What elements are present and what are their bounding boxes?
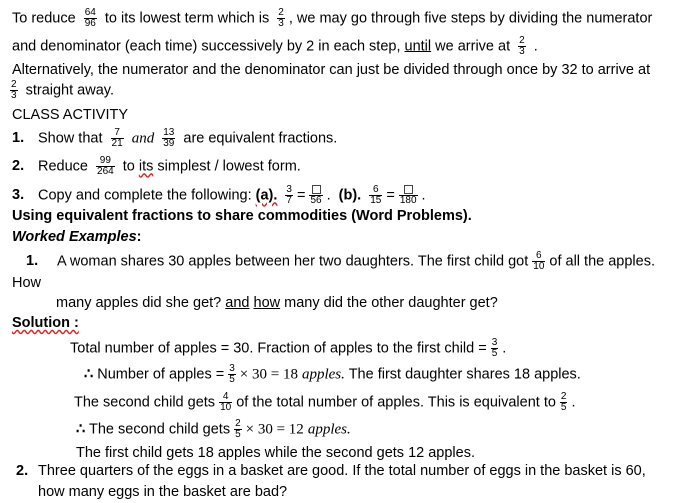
text: Total number of apples = 30. Fraction of apples to the first child = bbox=[70, 340, 487, 357]
text: straight away. bbox=[25, 82, 114, 99]
blank-box-icon bbox=[404, 185, 413, 194]
denominator: 10 bbox=[220, 402, 232, 413]
intro-line-2 bbox=[12, 36, 538, 57]
equals-sign: = bbox=[296, 187, 306, 204]
text: , we may go through five steps by dividing the numerator bbox=[288, 10, 653, 27]
denominator: 7 bbox=[286, 195, 292, 207]
fraction-13-39 bbox=[162, 128, 175, 149]
math-word: apples. bbox=[301, 366, 345, 383]
numerator: 4 bbox=[222, 391, 229, 402]
denominator: 56 bbox=[310, 195, 322, 207]
text: To reduce bbox=[12, 10, 76, 27]
section-heading: Using equivalent fractions to share commodities (Word Problems). bbox=[12, 208, 472, 224]
denominator: 5 bbox=[560, 402, 567, 413]
text: we arrive at bbox=[435, 38, 511, 55]
numerator: 3 bbox=[491, 337, 498, 348]
fraction-64-96 bbox=[84, 8, 97, 29]
text: Worked Examples bbox=[12, 229, 137, 245]
therefore-icon: ∴ bbox=[84, 366, 94, 383]
example-number: 2. bbox=[16, 463, 29, 479]
worked-examples-label bbox=[12, 228, 142, 246]
activity-question-2 bbox=[12, 156, 301, 177]
underlined-word: and bbox=[225, 295, 250, 311]
example-number: 1. bbox=[26, 253, 39, 270]
text: Number of apples = bbox=[97, 366, 225, 383]
underlined-word: until bbox=[404, 38, 432, 55]
text: The first daughter shares 18 apples. bbox=[348, 366, 581, 383]
text: . bbox=[421, 187, 426, 204]
fraction-2-3 bbox=[10, 80, 18, 101]
numerator: 99 bbox=[99, 155, 111, 166]
text: many did the other daughter get? bbox=[284, 295, 498, 311]
fraction-3-7 bbox=[285, 185, 293, 206]
text: to bbox=[122, 158, 135, 175]
fraction-2-5 bbox=[234, 419, 242, 440]
fraction-3-5 bbox=[491, 338, 499, 359]
solution-line-2 bbox=[84, 364, 581, 385]
intro-line-3: Alternatively, the numerator and the denominator can just be divided through once by 32 to arrive at bbox=[12, 62, 651, 78]
text: of the total number of apples. This is equivalent to bbox=[236, 394, 556, 411]
example-1-line-1 bbox=[26, 251, 655, 272]
fraction-2-5 bbox=[560, 392, 568, 413]
math-word: apples. bbox=[307, 421, 351, 438]
text: The second child gets bbox=[89, 421, 231, 438]
numerator: 2 bbox=[235, 418, 241, 429]
denominator: 10 bbox=[533, 261, 545, 272]
denominator: 39 bbox=[163, 138, 175, 149]
text: simplest / lowest form. bbox=[157, 158, 301, 175]
numerator: 64 bbox=[84, 7, 96, 18]
numerator: 2 bbox=[278, 7, 284, 18]
math-word: and bbox=[131, 130, 155, 147]
class-activity-heading: CLASS ACTIVITY bbox=[12, 107, 129, 123]
fraction-99-264 bbox=[96, 156, 115, 177]
text: of all the apples. bbox=[549, 253, 655, 270]
fraction-2-3 bbox=[518, 36, 526, 57]
spellcheck-word: its bbox=[138, 158, 154, 175]
text: Three quarters of the eggs in a basket are good. If the total number of eggs in the basket is 60, bbox=[38, 463, 646, 479]
denominator: 5 bbox=[229, 374, 235, 385]
denominator: 5 bbox=[235, 429, 241, 440]
numerator-blank bbox=[399, 185, 418, 195]
example-1-line-3 bbox=[56, 294, 498, 312]
denominator: 3 bbox=[519, 46, 525, 57]
numerator: 6 bbox=[373, 184, 379, 196]
equals-sign: = bbox=[386, 187, 395, 204]
text: A woman shares 30 apples between her two daughters. The first child got bbox=[57, 253, 529, 270]
math-expression: × 30 = 18 bbox=[239, 366, 298, 383]
denominator: 96 bbox=[84, 18, 96, 29]
numerator: 2 bbox=[560, 391, 567, 402]
numerator: 13 bbox=[163, 127, 175, 138]
therefore-icon: ∴ bbox=[76, 421, 86, 438]
solution-line-4 bbox=[76, 419, 351, 440]
question-number: 2. bbox=[12, 158, 25, 175]
denominator: 3 bbox=[11, 90, 17, 101]
text: The second child gets bbox=[74, 394, 216, 411]
example-2-line-2: how many eggs in the basket are bad? bbox=[38, 484, 288, 500]
text: . bbox=[533, 38, 538, 55]
underlined-word: how bbox=[253, 295, 281, 311]
text: Copy and complete the following: bbox=[38, 187, 252, 204]
blank-box-icon bbox=[312, 185, 321, 194]
text: to its lowest term which is bbox=[104, 10, 270, 27]
numerator: 6 bbox=[536, 250, 542, 261]
text: many apples did she get? bbox=[56, 295, 222, 311]
fraction-4-10 bbox=[219, 392, 232, 413]
denominator: 264 bbox=[97, 166, 114, 177]
question-number: 3. bbox=[12, 187, 25, 204]
denominator: 180 bbox=[399, 195, 417, 207]
text: and denominator (each time) successively by 2 in each step, bbox=[12, 38, 401, 55]
part-label: (b). bbox=[338, 187, 362, 204]
text: are equivalent fractions. bbox=[183, 130, 338, 147]
numerator: 2 bbox=[519, 35, 525, 46]
question-number: 1. bbox=[12, 130, 25, 147]
text: . bbox=[571, 394, 576, 411]
intro-line-4 bbox=[10, 80, 114, 101]
intro-line-1 bbox=[12, 8, 652, 29]
solution-line-5: The first child gets 18 apples while the second gets 12 apples. bbox=[76, 445, 475, 461]
solution-label: Solution : bbox=[12, 315, 79, 331]
solution-line-3 bbox=[74, 392, 576, 413]
text: . bbox=[502, 340, 507, 357]
part-label: (a). bbox=[255, 187, 278, 204]
fraction-6-15 bbox=[369, 185, 382, 206]
denominator: 15 bbox=[370, 195, 382, 207]
example-1-line-2: How bbox=[12, 275, 42, 291]
denominator: 5 bbox=[491, 348, 498, 359]
denominator: 3 bbox=[278, 18, 284, 29]
fraction-6-10 bbox=[532, 251, 545, 272]
fraction-blank-56 bbox=[309, 185, 322, 206]
numerator: 3 bbox=[229, 363, 235, 374]
math-expression: × 30 = 12 bbox=[245, 421, 304, 438]
fraction-2-3 bbox=[277, 8, 285, 29]
text: Reduce bbox=[38, 158, 88, 175]
text: : bbox=[136, 229, 142, 245]
example-2-line-1 bbox=[16, 462, 646, 480]
fraction-blank-180 bbox=[399, 185, 418, 206]
denominator: 21 bbox=[111, 138, 123, 149]
text: Show that bbox=[38, 130, 103, 147]
numerator-blank bbox=[309, 185, 322, 195]
solution-line-1 bbox=[70, 338, 506, 359]
numerator: 7 bbox=[114, 127, 120, 138]
activity-question-1 bbox=[12, 128, 337, 149]
activity-question-3 bbox=[12, 185, 426, 206]
numerator: 3 bbox=[286, 184, 292, 196]
numerator: 2 bbox=[11, 79, 17, 90]
fraction-3-5 bbox=[228, 364, 236, 385]
fraction-7-21 bbox=[111, 128, 124, 149]
text: . bbox=[326, 187, 331, 204]
